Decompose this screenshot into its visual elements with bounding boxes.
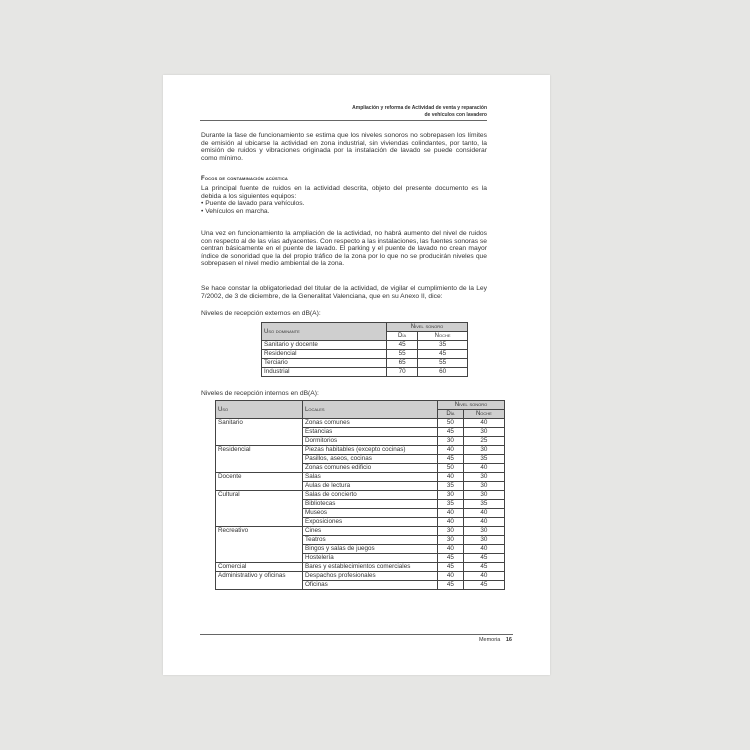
cell-local: Bibliotecas xyxy=(303,500,438,509)
table-row xyxy=(262,368,468,377)
cell-night: 35 xyxy=(463,500,504,509)
column-header-day: Día xyxy=(438,410,464,419)
table1-caption: Niveles de recepción externos en dB(A): xyxy=(201,310,321,317)
cell-day: 55 xyxy=(387,350,418,359)
cell-use xyxy=(216,518,303,527)
cell-use xyxy=(216,581,303,590)
internal-levels-table xyxy=(215,400,505,590)
cell-night: 45 xyxy=(463,563,504,572)
table-row xyxy=(216,428,505,437)
column-header-use: Uso dominante xyxy=(262,323,387,341)
cell-local: Pasillos, aseos, cocinas xyxy=(303,455,438,464)
cell-day: 70 xyxy=(387,368,418,377)
cell-local: Piezas habitables (excepto cocinas) xyxy=(303,446,438,455)
table-row xyxy=(216,518,505,527)
column-header-night: Noche xyxy=(463,410,504,419)
cell-day: 40 xyxy=(438,518,464,527)
table-row xyxy=(216,563,505,572)
table-header-row xyxy=(262,323,468,332)
cell-local: Cines xyxy=(303,527,438,536)
table-row xyxy=(262,359,468,368)
cell-day: 30 xyxy=(438,536,464,545)
cell-day: 45 xyxy=(438,581,464,590)
table-row xyxy=(216,473,505,482)
cell-local: Hostelería xyxy=(303,554,438,563)
cell-day: 50 xyxy=(438,464,464,473)
cell-night: 40 xyxy=(463,419,504,428)
table-row xyxy=(216,455,505,464)
cell-night: 40 xyxy=(463,545,504,554)
cell-night: 40 xyxy=(463,509,504,518)
cell-use: Sanitario xyxy=(216,419,303,428)
cell-use xyxy=(216,500,303,509)
cell-use xyxy=(216,455,303,464)
table2-caption: Niveles de recepción internos en dB(A): xyxy=(201,390,319,397)
cell-use: Residencial xyxy=(216,446,303,455)
cell-night: 35 xyxy=(463,455,504,464)
external-levels-table xyxy=(261,322,468,377)
table-row xyxy=(216,464,505,473)
cell-day: 45 xyxy=(438,563,464,572)
cell-day: 65 xyxy=(387,359,418,368)
cell-use: Administrativo y oficinas xyxy=(216,572,303,581)
cell-night: 25 xyxy=(463,437,504,446)
table-row xyxy=(262,341,468,350)
cell-local: Oficinas xyxy=(303,581,438,590)
cell-use xyxy=(216,554,303,563)
paragraph-law: Se hace constar la obligatoriedad del titular de la actividad, de vigilar el cumplimiento de la Ley 7/2002, de 3 de diciembre, de la Generalitat Valenciana, que en su Anexo II, dice: xyxy=(201,285,487,300)
cell-use: Residencial xyxy=(262,350,387,359)
cell-day: 40 xyxy=(438,509,464,518)
cell-night: 45 xyxy=(463,581,504,590)
column-header-night: Noche xyxy=(418,332,468,341)
cell-night: 35 xyxy=(418,341,468,350)
cell-day: 40 xyxy=(438,545,464,554)
cell-day: 45 xyxy=(438,554,464,563)
table-row xyxy=(262,350,468,359)
cell-local: Teatros xyxy=(303,536,438,545)
cell-day: 45 xyxy=(438,455,464,464)
table-row xyxy=(216,554,505,563)
cell-day: 45 xyxy=(387,341,418,350)
column-header-day: Día xyxy=(387,332,418,341)
table-row xyxy=(216,536,505,545)
cell-night: 45 xyxy=(463,554,504,563)
cell-night: 30 xyxy=(463,446,504,455)
table-row xyxy=(216,419,505,428)
cell-use: Sanitario y docente xyxy=(262,341,387,350)
table-row xyxy=(216,581,505,590)
cell-local: Bares y establecimientos comerciales xyxy=(303,563,438,572)
cell-night: 30 xyxy=(463,527,504,536)
cell-use xyxy=(216,437,303,446)
cell-use: Comercial xyxy=(216,563,303,572)
header-rule xyxy=(200,120,487,121)
paragraph-noise-sources-text: La principal fuente de ruidos en la actividad descrita, objeto del presente documento es la debida a los siguientes equipos: xyxy=(201,185,487,200)
cell-use xyxy=(216,428,303,437)
document-page xyxy=(163,75,550,675)
cell-day: 40 xyxy=(438,446,464,455)
cell-local: Aulas de lectura xyxy=(303,482,438,491)
table-row xyxy=(216,572,505,581)
cell-day: 40 xyxy=(438,572,464,581)
cell-use xyxy=(216,545,303,554)
table-row xyxy=(216,482,505,491)
cell-local: Zonas comunes xyxy=(303,419,438,428)
cell-local: Zonas comunes edificio xyxy=(303,464,438,473)
cell-use: Terciario xyxy=(262,359,387,368)
paragraph-noise-sources xyxy=(201,185,487,215)
cell-local: Salas xyxy=(303,473,438,482)
cell-local: Despachos profesionales xyxy=(303,572,438,581)
cell-use xyxy=(216,509,303,518)
header-line-2: de vehículos con lavadero xyxy=(424,112,487,118)
cell-day: 40 xyxy=(438,473,464,482)
table-row xyxy=(216,527,505,536)
cell-use: Cultural xyxy=(216,491,303,500)
column-header-level: Nivel sonoro xyxy=(387,323,468,332)
footer-label: Memoria xyxy=(478,637,501,643)
table-row xyxy=(216,446,505,455)
cell-night: 45 xyxy=(418,350,468,359)
cell-local: Bingos y salas de juegos xyxy=(303,545,438,554)
table-row xyxy=(216,437,505,446)
cell-night: 30 xyxy=(463,482,504,491)
table-header-row xyxy=(216,401,505,410)
column-header-level: Nivel sonoro xyxy=(438,401,505,410)
cell-use xyxy=(216,464,303,473)
cell-night: 40 xyxy=(463,464,504,473)
section-heading: Focos de contaminación acústica xyxy=(201,176,289,182)
header-line-1: Ampliación y reforma de Actividad de venta y reparación xyxy=(352,105,487,111)
paragraph-operation: Durante la fase de funcionamiento se estima que los niveles sonoros no sobrepasen los límites de emisión al ubicarse la actividad en zona industrial, sin viviendas colindantes, por tanto, la emisión de ruidos y vibraciones originada por la instalación de lavado se puede considerar como mínimo. xyxy=(201,132,487,162)
cell-night: 30 xyxy=(463,473,504,482)
cell-night: 30 xyxy=(463,491,504,500)
column-header-use: Uso xyxy=(216,401,303,419)
cell-use: Industrial xyxy=(262,368,387,377)
page-footer xyxy=(479,637,512,643)
cell-day: 30 xyxy=(438,527,464,536)
cell-local: Estancias xyxy=(303,428,438,437)
cell-night: 40 xyxy=(463,518,504,527)
cell-local: Exposiciones xyxy=(303,518,438,527)
table-row xyxy=(216,509,505,518)
cell-day: 50 xyxy=(438,419,464,428)
cell-use xyxy=(216,482,303,491)
running-header xyxy=(352,105,487,119)
cell-day: 30 xyxy=(438,491,464,500)
cell-day: 35 xyxy=(438,500,464,509)
cell-night: 60 xyxy=(418,368,468,377)
cell-day: 35 xyxy=(438,482,464,491)
bullet-item: • Puente de lavado para vehículos. xyxy=(201,200,305,207)
cell-use: Recreativo xyxy=(216,527,303,536)
cell-local: Dormitorios xyxy=(303,437,438,446)
cell-day: 45 xyxy=(438,428,464,437)
cell-night: 55 xyxy=(418,359,468,368)
paragraph-expansion: Una vez en funcionamiento la ampliación de la actividad, no habrá aumento del nivel de ruidos con respecto al de las vías adyacentes. Con respecto a las instalaciones, las fuentes sonoras se centran básicamente en el puente de lavado. El parking y el puente de lavado no crean mayor índice de sonoridad que la del propio tráfico de la zona por lo que no se producirán niveles que sobrepasen el nivel medio ambiental de la zona. xyxy=(201,230,487,267)
cell-day: 30 xyxy=(438,437,464,446)
cell-night: 30 xyxy=(463,536,504,545)
column-header-local: Locales xyxy=(303,401,438,419)
cell-use xyxy=(216,536,303,545)
cell-night: 30 xyxy=(463,428,504,437)
page-number: 16 xyxy=(505,637,512,643)
cell-local: Salas de concierto xyxy=(303,491,438,500)
table-row xyxy=(216,500,505,509)
footer-rule xyxy=(200,634,513,635)
cell-night: 40 xyxy=(463,572,504,581)
table-row xyxy=(216,491,505,500)
bullet-item: • Vehículos en marcha. xyxy=(201,207,270,215)
cell-local: Museos xyxy=(303,509,438,518)
table-row xyxy=(216,545,505,554)
cell-use: Docente xyxy=(216,473,303,482)
